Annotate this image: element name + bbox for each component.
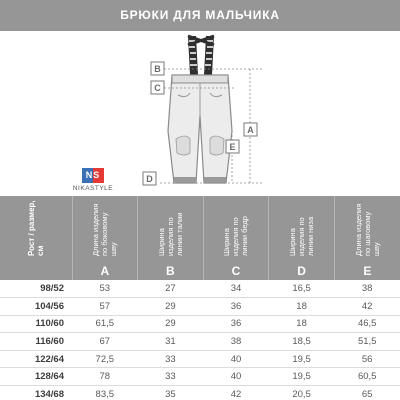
table-cell: 67 [72, 333, 138, 351]
table-cell: 57 [72, 298, 138, 316]
column-letter: A [100, 264, 110, 278]
table-cell: 31 [138, 333, 204, 351]
table-cell: 51,5 [334, 333, 400, 351]
column-header-e [334, 196, 400, 280]
size-header-label: Рост / размер, см [26, 200, 45, 256]
measure-badge-b [151, 62, 164, 75]
table-row [0, 298, 400, 316]
table-row [0, 350, 400, 368]
table-cell: 29 [138, 298, 204, 316]
table-cell: 40 [203, 350, 269, 368]
size-cell: 110/60 [0, 315, 72, 333]
column-header-a [72, 196, 138, 280]
column-letter: C [231, 264, 241, 278]
table-cell: 19,5 [269, 350, 335, 368]
table-cell: 38 [334, 280, 400, 298]
table-cell: 20,5 [269, 386, 335, 400]
column-header-d [269, 196, 335, 280]
table-cell: 42 [334, 298, 400, 316]
badge-letter-e: E [229, 142, 236, 152]
pants-body [168, 75, 232, 183]
table-cell: 61,5 [72, 315, 138, 333]
table-cell: 35 [138, 386, 204, 400]
table-cell: 83,5 [72, 386, 138, 400]
badge-letter-b: B [154, 64, 161, 74]
table-cell: 46,5 [334, 315, 400, 333]
badge-letter-c: C [154, 83, 161, 93]
size-cell: 116/60 [0, 333, 72, 351]
size-header-cell [0, 196, 72, 280]
column-header-c [203, 196, 269, 280]
table-cell: 34 [203, 280, 269, 298]
column-label: Длина изделия по шаговому шву [353, 203, 381, 256]
measure-badge-a [244, 123, 257, 136]
table-cell: 18 [269, 315, 335, 333]
column-label: Ширина изделия по линии низа [288, 216, 316, 256]
table-cell: 33 [138, 368, 204, 386]
table-cell: 29 [138, 315, 204, 333]
page-title: БРЮКИ ДЛЯ МАЛЬЧИКА [120, 8, 280, 22]
table-cell: 18,5 [269, 333, 335, 351]
table-cell: 27 [138, 280, 204, 298]
table-cell: 38 [203, 333, 269, 351]
table-cell: 56 [334, 350, 400, 368]
table-cell: 60,5 [334, 368, 400, 386]
table-cell: 72,5 [72, 350, 138, 368]
table-cell: 65 [334, 386, 400, 400]
table-cell: 78 [72, 368, 138, 386]
table-cell: 18 [269, 298, 335, 316]
measure-badge-d [143, 172, 156, 185]
size-cell: 122/64 [0, 350, 72, 368]
table-cell: 42 [203, 386, 269, 400]
size-cell: 134/68 [0, 386, 72, 400]
measure-badge-e [226, 140, 239, 153]
table-header-row [0, 196, 400, 280]
table-cell: 33 [138, 350, 204, 368]
pants-illustration [0, 31, 400, 196]
column-label: Ширина изделия по линии бедр [222, 216, 250, 256]
table-row [0, 333, 400, 351]
table-cell: 53 [72, 280, 138, 298]
table-cell: 40 [203, 368, 269, 386]
table-row [0, 280, 400, 298]
table-row [0, 386, 400, 400]
table-row [0, 315, 400, 333]
column-label: Ширина изделия по линии талии [156, 212, 184, 256]
size-cell: 128/64 [0, 368, 72, 386]
brand-logo [63, 168, 123, 192]
badge-letter-a: A [247, 125, 254, 135]
table-cell: 19,5 [269, 368, 335, 386]
badge-letter-d: D [146, 174, 153, 184]
column-label: Длина изделия по боковому шву [91, 203, 119, 256]
brand-name: NIKASTYLE [72, 185, 114, 192]
column-letter: D [297, 264, 306, 278]
size-table [0, 196, 400, 400]
column-letter: E [363, 264, 372, 278]
table-cell: 16,5 [269, 280, 335, 298]
column-header-b [138, 196, 204, 280]
table-cell: 36 [203, 298, 269, 316]
table-row [0, 368, 400, 386]
size-cell: 98/52 [0, 280, 72, 298]
size-cell: 104/56 [0, 298, 72, 316]
column-letter: B [166, 264, 175, 278]
table-cell: 36 [203, 315, 269, 333]
brand-mark-icon: NS [82, 168, 104, 183]
measure-badge-c [151, 81, 164, 94]
